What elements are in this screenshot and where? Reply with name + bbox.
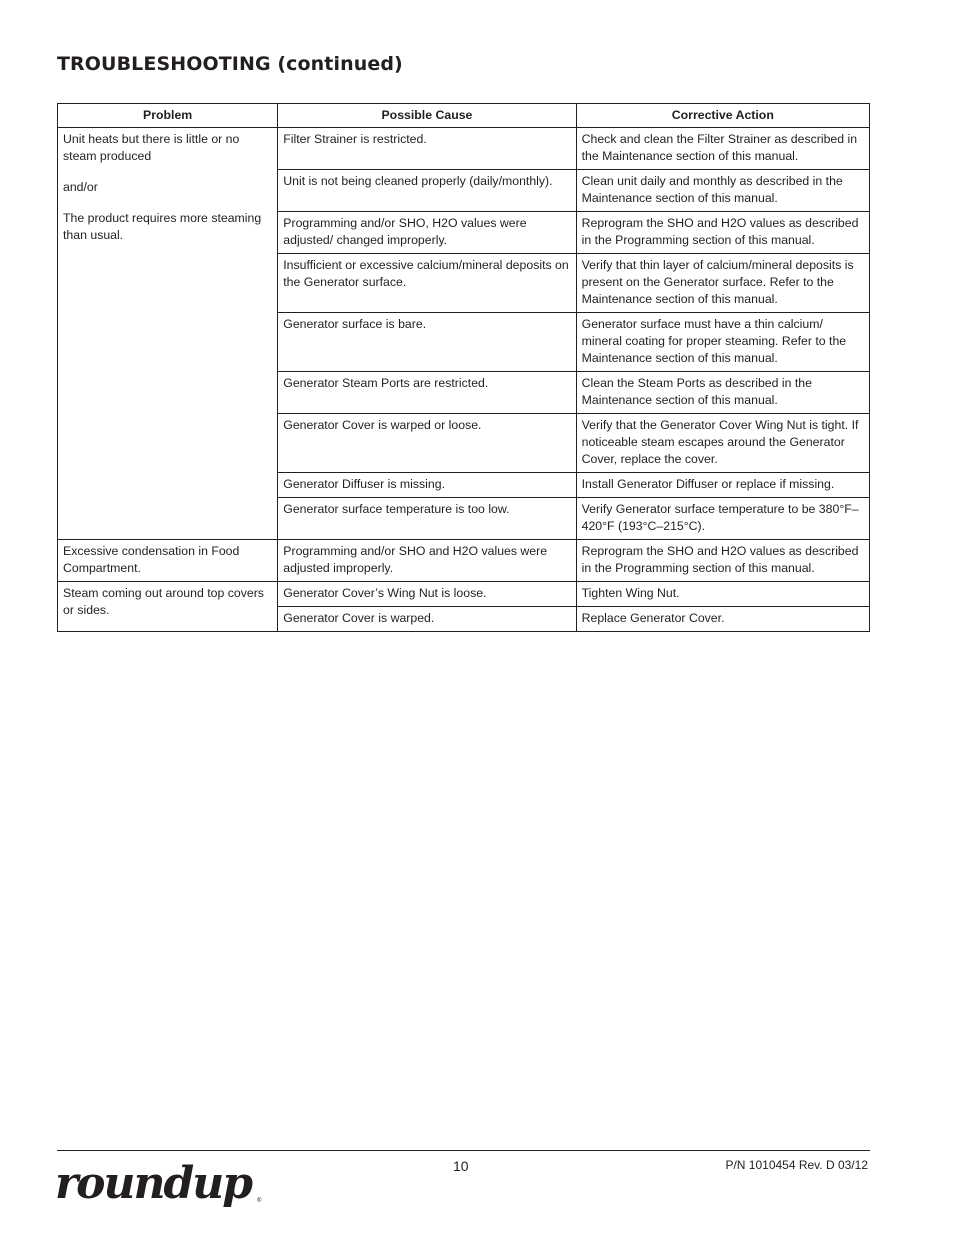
cause-cell: Generator surface temperature is too low. <box>278 498 576 540</box>
cause-cell: Insufficient or excessive calcium/mineral deposits on the Generator surface. <box>278 254 576 313</box>
cause-cell: Generator surface is bare. <box>278 313 576 372</box>
part-number: P/N 1010454 Rev. D 03/12 <box>725 1158 868 1172</box>
action-cell: Verify Generator surface temperature to be 380°F–420°F (193°C–215°C). <box>576 498 869 540</box>
cause-cell: Generator Cover is warped. <box>278 607 576 632</box>
cause-cell: Unit is not being cleaned properly (daily/monthly). <box>278 170 576 212</box>
action-cell: Install Generator Diffuser or replace if missing. <box>576 473 869 498</box>
header-possible-cause: Possible Cause <box>278 104 576 128</box>
footer-divider <box>57 1150 870 1151</box>
troubleshooting-table <box>57 103 870 632</box>
problem-text: Unit heats but there is little or no steam produced <box>63 132 240 163</box>
cause-cell: Filter Strainer is restricted. <box>278 128 576 170</box>
problem-text: and/or <box>63 180 98 194</box>
registered-mark: ® <box>257 1198 262 1204</box>
header-corrective-action: Corrective Action <box>576 104 869 128</box>
action-cell: Clean unit daily and monthly as described in the Maintenance section of this manual. <box>576 170 869 212</box>
table-row <box>58 540 870 582</box>
action-cell: Verify that the Generator Cover Wing Nut is tight. If noticeable steam escapes around the Generator Cover, replace the cover. <box>576 414 869 473</box>
cause-cell: Generator Cover is warped or loose. <box>278 414 576 473</box>
table-row <box>58 128 870 170</box>
action-cell: Clean the Steam Ports as described in the Maintenance section of this manual. <box>576 372 869 414</box>
cause-cell: Generator Steam Ports are restricted. <box>278 372 576 414</box>
action-cell: Verify that thin layer of calcium/mineral deposits is present on the Generator surface. Refer to the Maintenance section of this manual. <box>576 254 869 313</box>
problem-text: Excessive condensation in Food Compartment. <box>63 544 240 575</box>
problem-text: The product requires more steaming than usual. <box>63 211 262 242</box>
action-cell: Tighten Wing Nut. <box>576 582 869 607</box>
table-header-row <box>58 104 870 128</box>
action-cell: Generator surface must have a thin calcium/ mineral coating for proper steaming. Refer to the Maintenance section of this manual. <box>576 313 869 372</box>
action-cell: Replace Generator Cover. <box>576 607 869 632</box>
table-body <box>58 128 870 632</box>
cause-cell: Generator Diffuser is missing. <box>278 473 576 498</box>
problem-text: Steam coming out around top covers or sides. <box>63 586 264 617</box>
page-title: TROUBLESHOOTING (continued) <box>57 53 403 75</box>
page-number: 10 <box>453 1158 469 1174</box>
cause-cell: Programming and/or SHO and H2O values were adjusted improperly. <box>278 540 576 582</box>
roundup-logo: roundup <box>55 1158 252 1209</box>
problem-cell <box>58 582 278 632</box>
action-cell: Reprogram the SHO and H2O values as described in the Programming section of this manual. <box>576 540 869 582</box>
problem-cell <box>58 540 278 582</box>
table-row <box>58 582 870 607</box>
action-cell: Reprogram the SHO and H2O values as described in the Programming section of this manual. <box>576 212 869 254</box>
cause-cell: Programming and/or SHO, H2O values were adjusted/ changed improperly. <box>278 212 576 254</box>
problem-cell <box>58 128 278 540</box>
action-cell: Check and clean the Filter Strainer as described in the Maintenance section of this manual. <box>576 128 869 170</box>
header-problem: Problem <box>58 104 278 128</box>
cause-cell: Generator Cover’s Wing Nut is loose. <box>278 582 576 607</box>
